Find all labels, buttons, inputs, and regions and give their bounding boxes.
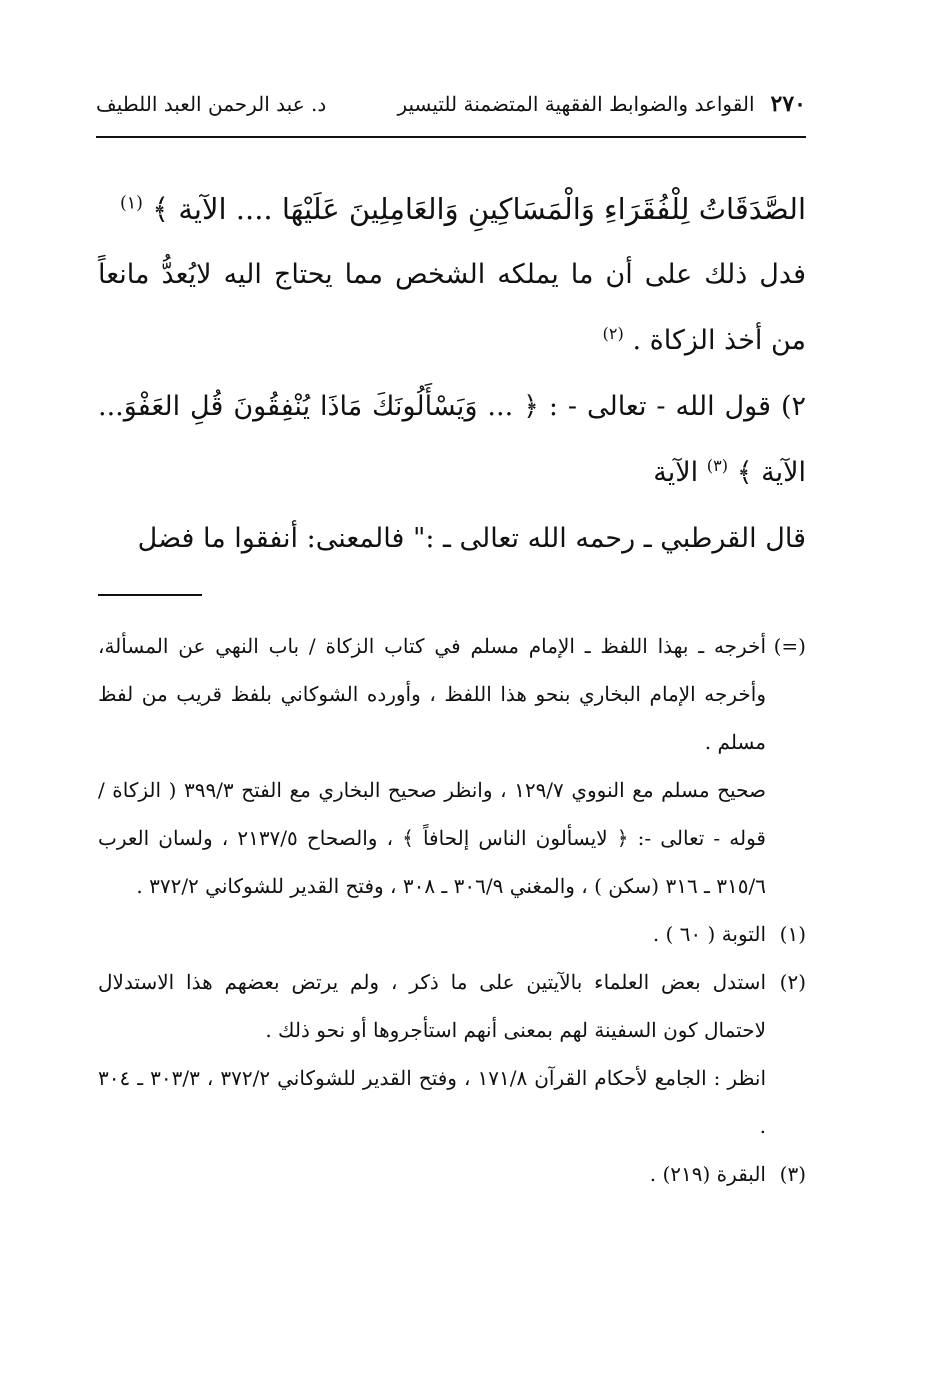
footnote-2-mark: (٢) [779, 970, 806, 994]
main-text [98, 176, 806, 572]
footnote-eq [98, 622, 806, 766]
verse-line [98, 176, 806, 242]
header-right [397, 91, 806, 117]
book-title: القواعد والضوابط الفقهية المتضمنة للتيسير [397, 92, 755, 116]
footnote-2-sources: انظر : الجامع لأحكام القرآن ١٧١/٨ ، وفتح القدير للشوكاني ٣٧٢/٢ ، ٣٠٣/٣ ـ ٣٠٤ . [98, 1066, 766, 1138]
item-2-tail: الآية [653, 457, 699, 488]
footnote-ref-1: (١) [119, 193, 143, 214]
footnote-ref-3: (٣) [706, 456, 729, 475]
footnote-2-continued [98, 1054, 806, 1150]
footnote-eq-sources: صحيح مسلم مع النووي ١٢٩/٧ ، وانظر صحيح البخاري مع الفتح ٣٩٩/٣ ( الزكاة / قوله - تعالى -: ﴿ لايسألون الناس إلحافاً ﴾ ، والصحاح ٢١٣٧/٥ ، ولسان العرب ٣١٥/٦ ـ ٣١٦ (سكن ) ، والمغني ٣٠٦/٩ ـ ٣٠٨ ، وفتح القدير للشوكاني ٣٧٢/٢ . [98, 778, 766, 898]
paragraph-1 [98, 242, 806, 374]
footnote-separator [98, 594, 202, 596]
running-header [96, 84, 806, 124]
footnote-eq-text: أخرجه ـ بهذا اللفظ ـ الإمام مسلم في كتاب الزكاة / باب النهي عن المسألة، وأخرجه الإمام البخاري بنحو هذا اللفظ ، وأورده الشوكاني بلفظ قريب من لفظ مسلم . [98, 634, 766, 754]
footnote-2 [98, 958, 806, 1054]
footnote-eq-continued [98, 766, 806, 910]
footnote-ref-2: (٢) [602, 324, 624, 343]
footnote-eq-mark: (=) [773, 634, 806, 658]
footnote-2-text: استدل بعض العلماء بالآيتين على ما ذكر ، ولم يرتض بعضهم هذا الاستدلال لاحتمال كون السفينة لهم بمعنى أنهم استأجروها أو نحو ذلك . [98, 970, 766, 1042]
footnotes [98, 622, 806, 1198]
header-rule [96, 136, 806, 138]
verse-text: الصَّدَقَاتُ لِلْفُقَرَاءِ وَالْمَسَاكِينِ وَالعَامِلِينَ عَلَيْهَا .... الآية ﴾ [152, 192, 806, 226]
page-number: ٢٧٠ [770, 91, 806, 117]
footnote-1 [98, 910, 806, 958]
footnote-3-mark: (٣) [779, 1162, 806, 1186]
paragraph-1-text: فدل ذلك على أن ما يملكه الشخص مما يحتاج اليه لايُعدُّ مانعاً من أخذ الزكاة . [98, 259, 806, 356]
item-2 [98, 374, 806, 506]
paragraph-3 [98, 506, 806, 572]
footnote-1-mark: (١) [779, 922, 806, 946]
footnote-3-text: البقرة (٢١٩) . [649, 1162, 766, 1186]
footnote-1-text: التوبة ( ٦٠ ) . [652, 922, 766, 946]
footnote-3 [98, 1150, 806, 1198]
author-name: د. عبد الرحمن العبد اللطيف [96, 92, 327, 116]
paragraph-3-text: قال القرطبي ـ رحمه الله تعالى ـ :" فالمعنى: أنفقوا ما فضل [137, 523, 806, 554]
item-2-text: ٢) قول الله - تعالى - : ﴿ ... وَيَسْأَلُونَكَ مَاذَا يُنْفِقُونَ قُلِ العَفْوَ... الآية ﴾ [98, 391, 806, 488]
